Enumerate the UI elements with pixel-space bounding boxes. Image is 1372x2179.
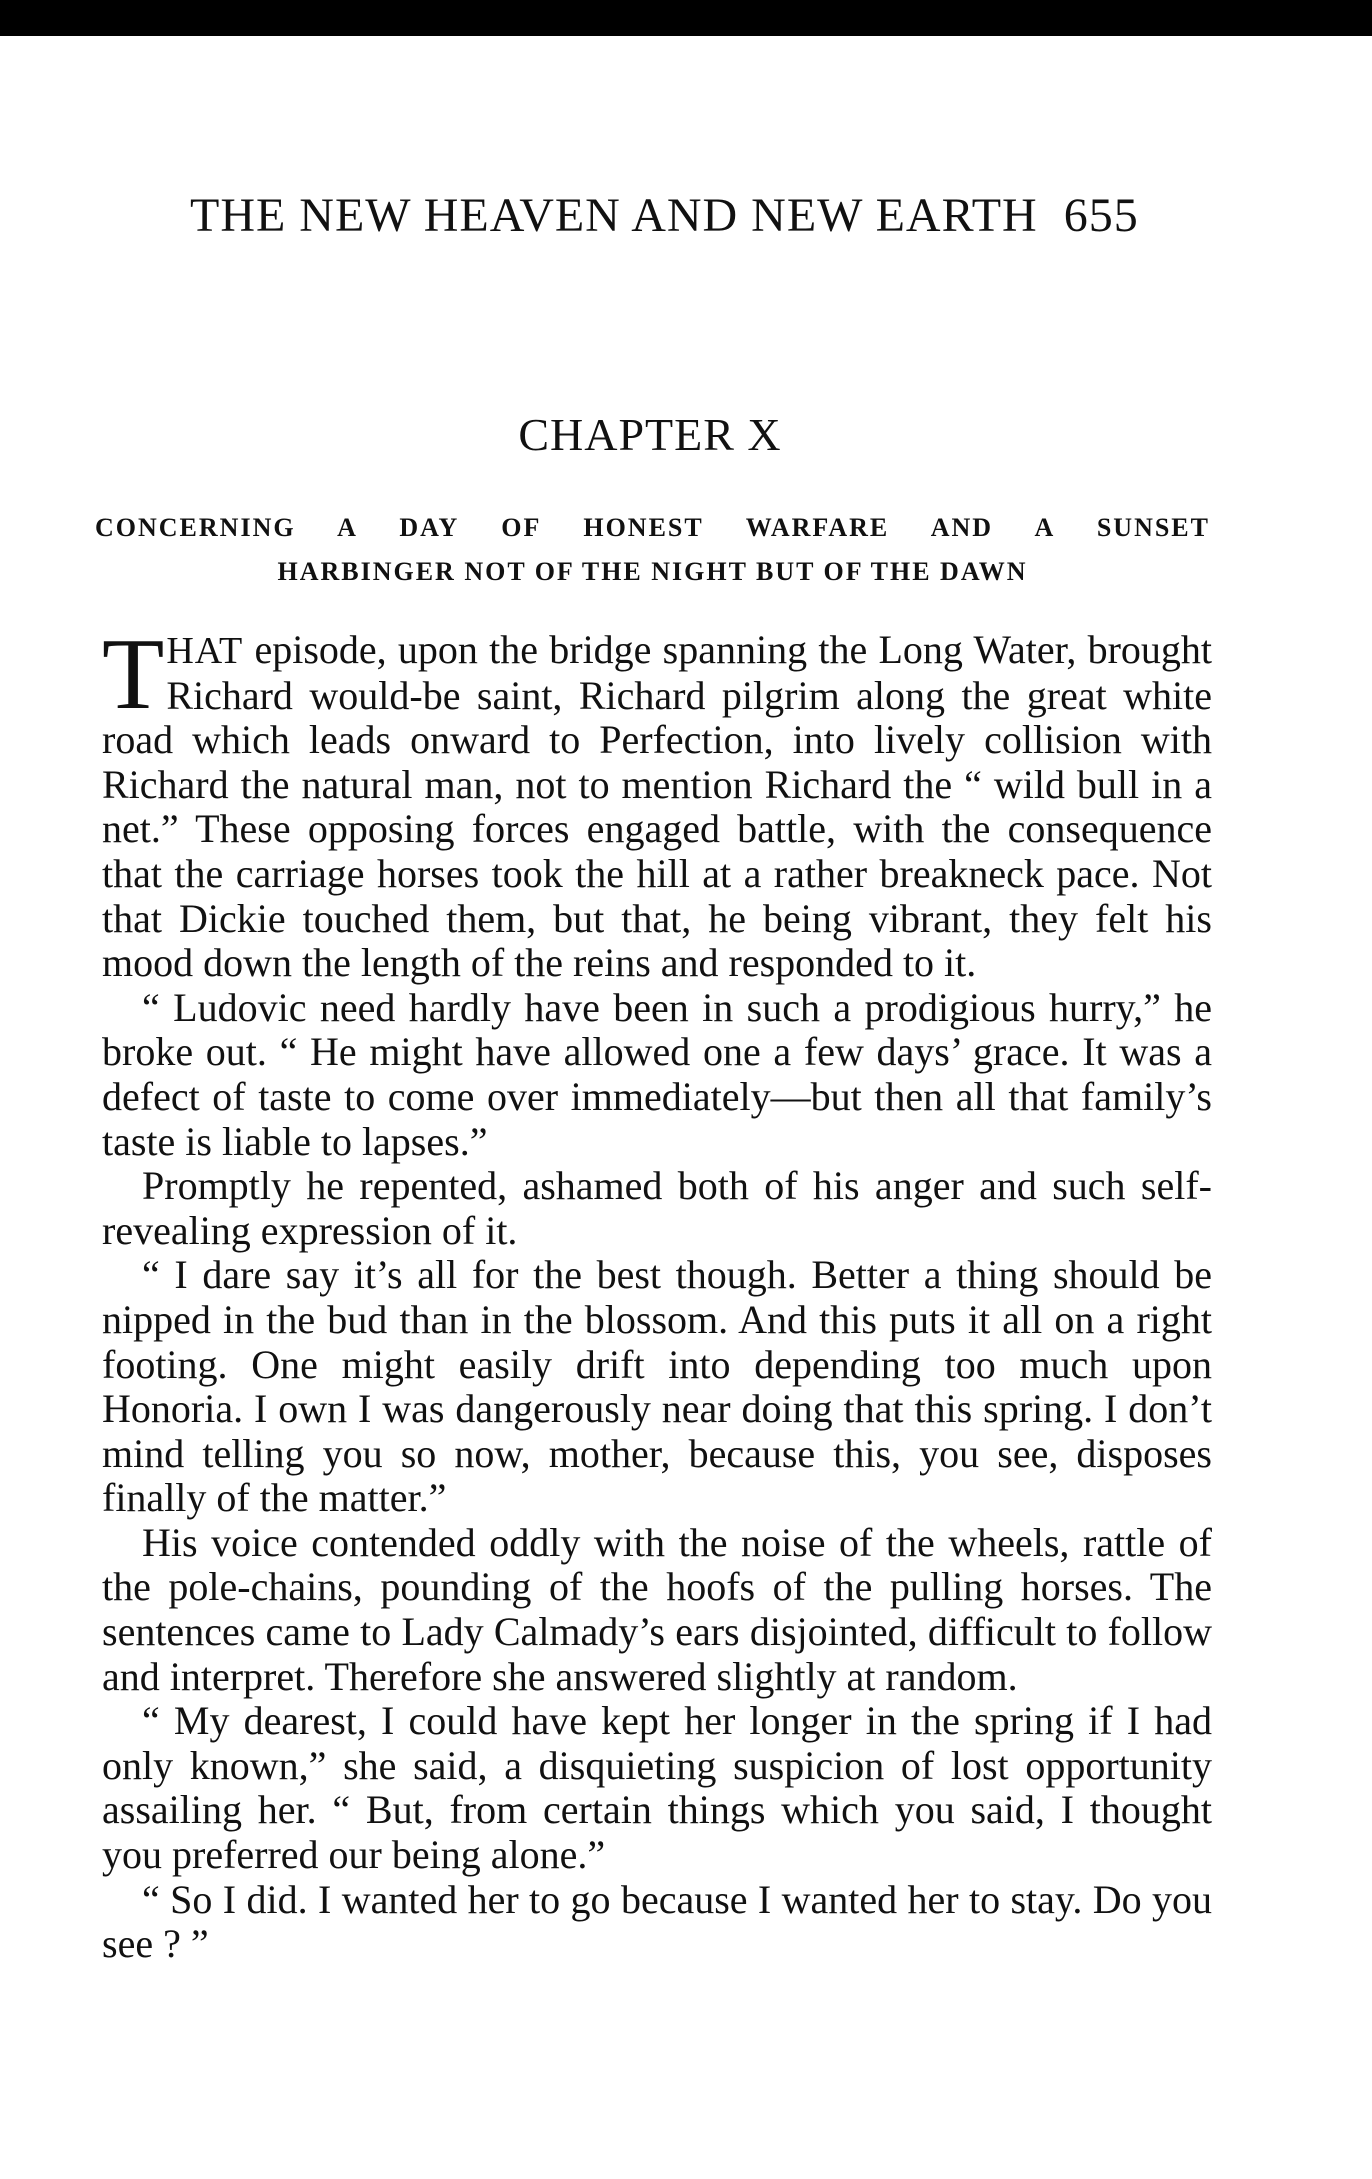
running-head xyxy=(190,188,1210,243)
chapter-subtitle-line-2: HARBINGER NOT OF THE NIGHT BUT OF THE DAWN xyxy=(277,557,1028,586)
page-top-edge xyxy=(0,0,1372,36)
running-title: THE NEW HEAVEN AND NEW EARTH xyxy=(190,189,1038,242)
chapter-subtitle-line-1: CONCERNING A DAY OF HONEST WARFARE AND A SUNSET xyxy=(95,513,1210,542)
page-number: 655 xyxy=(1063,189,1139,242)
paragraph: “ Ludovic need hardly have been in such a prodigious hurry,” he broke out. “ He might have allowed one a few days’ grace. It was a defect of taste to come over immediately—but then all that family’s taste is liable to lapses.” xyxy=(102,984,1212,1164)
paragraph-text: episode, upon the bridge spanning the Long Water, brought Richard would-be saint, Richard pilgrim along the great white road which leads onward to Perfection, into lively collision with Richard the natural man, not to mention Richard the “ wild bull in a net.” These opposing forces engaged battle, with the consequence that the carriage horses took the hill at a rather breakneck pace. Not that Dickie touched them, but that, he being vibrant, they felt his mood down the length of the reins and responded to it. xyxy=(102,627,1212,986)
body-text xyxy=(102,618,1212,1967)
chapter-title: CHAPTER X xyxy=(518,409,782,460)
paragraph xyxy=(102,618,1212,986)
drop-cap: T xyxy=(102,618,165,731)
paragraph: Promptly he repented, ashamed both of his anger and such self-revealing expression of it. xyxy=(102,1163,1212,1253)
opening-word: HAT xyxy=(166,630,244,672)
paragraph: His voice contended oddly with the noise of the wheels, rattle of the pole-chains, pounding of the hoofs of the pulling horses. The sentences came to Lady Calmady’s ears disjointed, difficult to follow and interpret. Therefore she answered slightly at random. xyxy=(102,1519,1212,1699)
paragraph: “ So I did. I wanted her to go because I wanted her to stay. Do you see ? ” xyxy=(102,1876,1212,1967)
paragraph: “ My dearest, I could have kept her longer in the spring if I had only known,” she said, a disquieting suspicion of lost opportunity assailing her. “ But, from certain things which you said, I thought you preferred our being alone.” xyxy=(102,1698,1212,1878)
chapter-subtitle xyxy=(95,506,1210,594)
paragraph: “ I dare say it’s all for the best though. Better a thing should be nipped in the bud than in the blossom. And this puts it all on a right footing. One might easily drift into depending too much upon Honoria. I own I was dangerously near doing that this spring. I don’t mind telling you so now, mother, because this, you see, disposes finally of the matter.” xyxy=(102,1252,1212,1521)
